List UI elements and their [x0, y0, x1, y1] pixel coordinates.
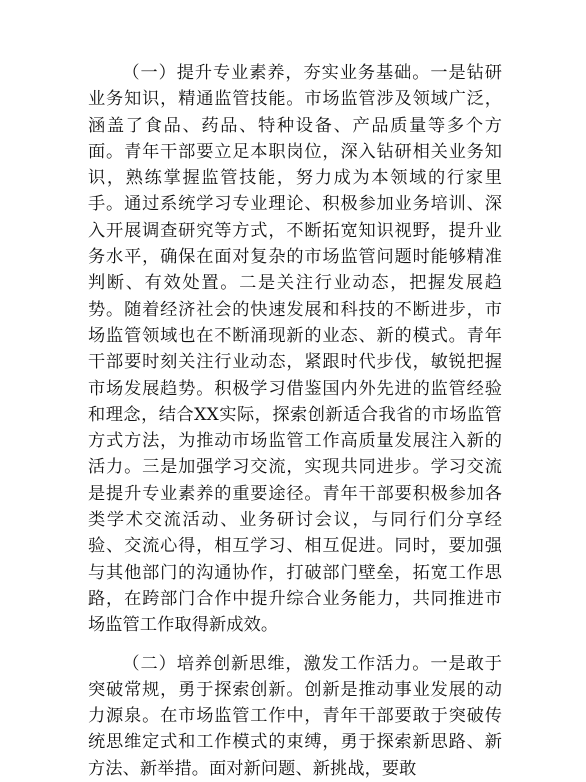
paragraph-1: （一）提升专业素养，夯实业务基础。一是钻研业务知识，精通监管技能。市场监管涉及领域广泛，涵盖了食品、药品、特种设备、产品质量等多个方面。青年干部要立足本职岗位，深入钻研相关业务知识，熟练掌握监管技能，努力成为本领域的行家里手。通过系统学习专业理论、积极参加业务培训、深入开展调查研究等方式，不断拓宽知识视野，提升业务水平，确保在面对复杂的市场监管问题时能够精准判断、有效处置。二是关注行业动态，把握发展趋势。随着经济社会的快速发展和科技的不断进步，市场监管领域也在不断涌现新的业态、新的模式。青年干部要时刻关注行业动态，紧跟时代步伐，敏锐把握市场发展趋势。积极学习借鉴国内外先进的监管经验和理念，结合XX实际，探索创新适合我省的市场监管方式方法，为推动市场监管工作高质量发展注入新的活力。三是加强学习交流，实现共同进步。学习交流是提升专业素养的重要途径。青年干部要积极参加各类学术交流活动、业务研讨会议，与同行们分享经验、交流心得，相互学习、相互促进。同时，要加强与其他部门的沟通协作，打破部门壁垒，拓宽工作思路，在跨部门合作中提升综合业务能力，共同推进市场监管工作取得新成效。 — [88, 63, 502, 636]
document-body — [88, 60, 502, 782]
paragraph-2: （二）培养创新思维，激发工作活力。一是敢于突破常规，勇于探索创新。创新是推动事业发展的动力源泉。在市场监管工作中，青年干部要敢于突破传统思维定式和工作模式的束缚，勇于探索新思路、新方法、新举措。面对新问题、新挑战，要敢 — [88, 653, 502, 779]
